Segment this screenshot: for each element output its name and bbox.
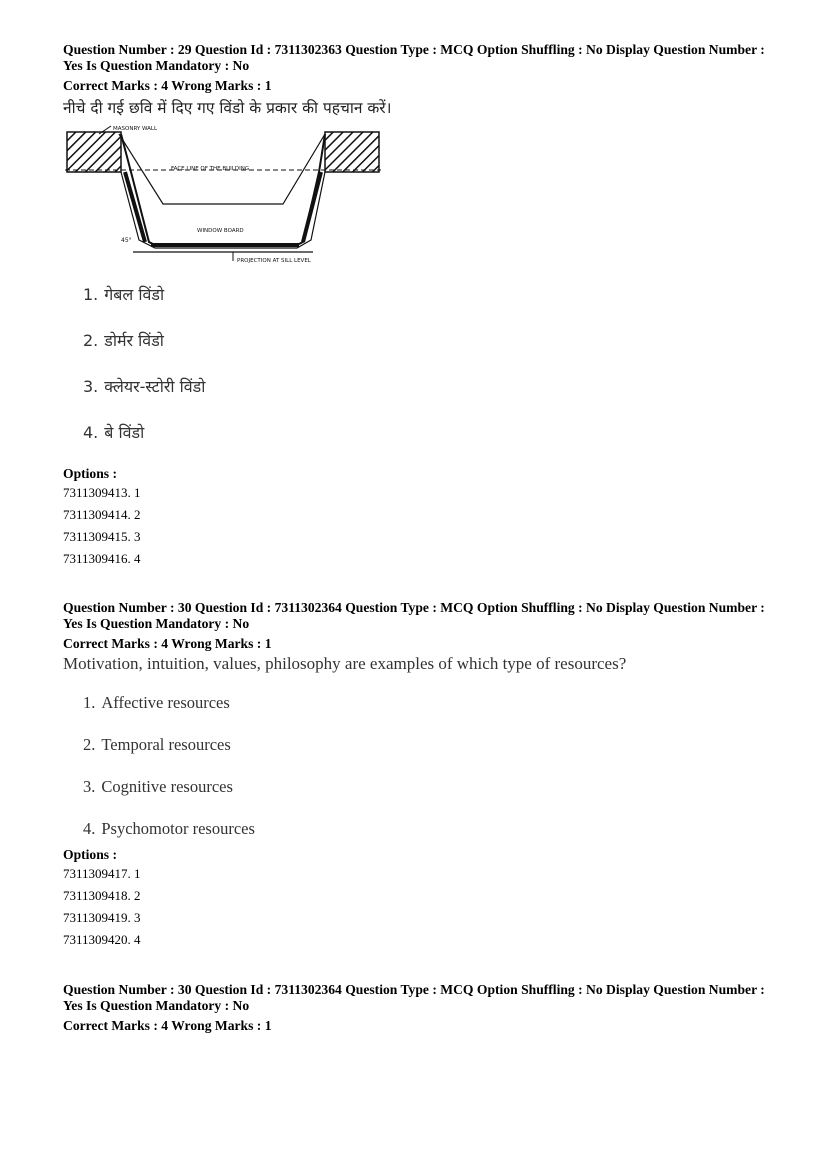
question-header: Question Number : 30 Question Id : 7311302364 Question Type : MCQ Option Shuffling : No Display Question Number : Yes Is Question Mandatory : No xyxy=(63,600,765,631)
question-marks: Correct Marks : 4 Wrong Marks : 1 xyxy=(63,1018,272,1033)
label-window-board: WINDOW BOARD xyxy=(197,228,244,234)
option-row: 7311309418. 2 xyxy=(63,888,141,903)
choice-item: 2. Temporal resources xyxy=(83,735,231,754)
option-row: 7311309420. 4 xyxy=(63,932,141,947)
bay-inner-outline xyxy=(121,172,325,248)
label-projection: PROJECTION AT SILL LEVEL xyxy=(237,258,311,264)
choice-item: 1. Affective resources xyxy=(83,693,230,712)
choice-item: 2. डोर्मर विंडो xyxy=(83,331,164,350)
label-face-line: FACE LINE OF THE BUILDING xyxy=(171,166,250,172)
choice-list xyxy=(63,682,768,850)
choice-item: 3. Cognitive resources xyxy=(83,777,233,796)
question-30-repeat xyxy=(63,982,768,1034)
options-label: Options : xyxy=(63,847,118,862)
question-text: Motivation, intuition, values, philosophy are examples of which type of resources? xyxy=(63,654,627,673)
choice-item: 4. बे विंडो xyxy=(83,423,145,442)
options-label: Options : xyxy=(63,466,118,481)
label-angle: 45° xyxy=(121,237,132,244)
left-masonry-wall xyxy=(67,132,121,172)
bay-window-diagram xyxy=(63,124,383,266)
right-masonry-wall xyxy=(325,132,379,172)
option-row: 7311309415. 3 xyxy=(63,529,141,544)
choice-item: 1. गेबल विंडो xyxy=(83,285,165,304)
option-row: 7311309416. 4 xyxy=(63,551,141,566)
options-30 xyxy=(63,847,768,951)
question-text: नीचे दी गई छवि में दिए गए विंडो के प्रकार की पहचान करें। xyxy=(63,99,392,117)
option-row: 7311309413. 1 xyxy=(63,485,141,500)
choice-item: 4. Psychomotor resources xyxy=(83,819,255,838)
choice-item: 3. क्लेयर-स्टोरी विंडो xyxy=(83,377,206,396)
question-header: Question Number : 30 Question Id : 7311302364 Question Type : MCQ Option Shuffling : No Display Question Number : Yes Is Question Mandatory : No xyxy=(63,982,765,1013)
choice-list xyxy=(63,272,768,456)
question-header: Question Number : 29 Question Id : 7311302363 Question Type : MCQ Option Shuffling : No Display Question Number : Yes Is Question Mandatory : No xyxy=(63,42,765,73)
question-29 xyxy=(63,42,768,456)
option-row: 7311309417. 1 xyxy=(63,866,141,881)
question-marks: Correct Marks : 4 Wrong Marks : 1 xyxy=(63,636,272,651)
question-marks: Correct Marks : 4 Wrong Marks : 1 xyxy=(63,78,272,93)
options-29 xyxy=(63,466,768,570)
label-masonry: MASONRY WALL xyxy=(113,126,158,132)
option-row: 7311309419. 3 xyxy=(63,910,141,925)
option-row: 7311309414. 2 xyxy=(63,507,141,522)
question-30 xyxy=(63,600,768,850)
